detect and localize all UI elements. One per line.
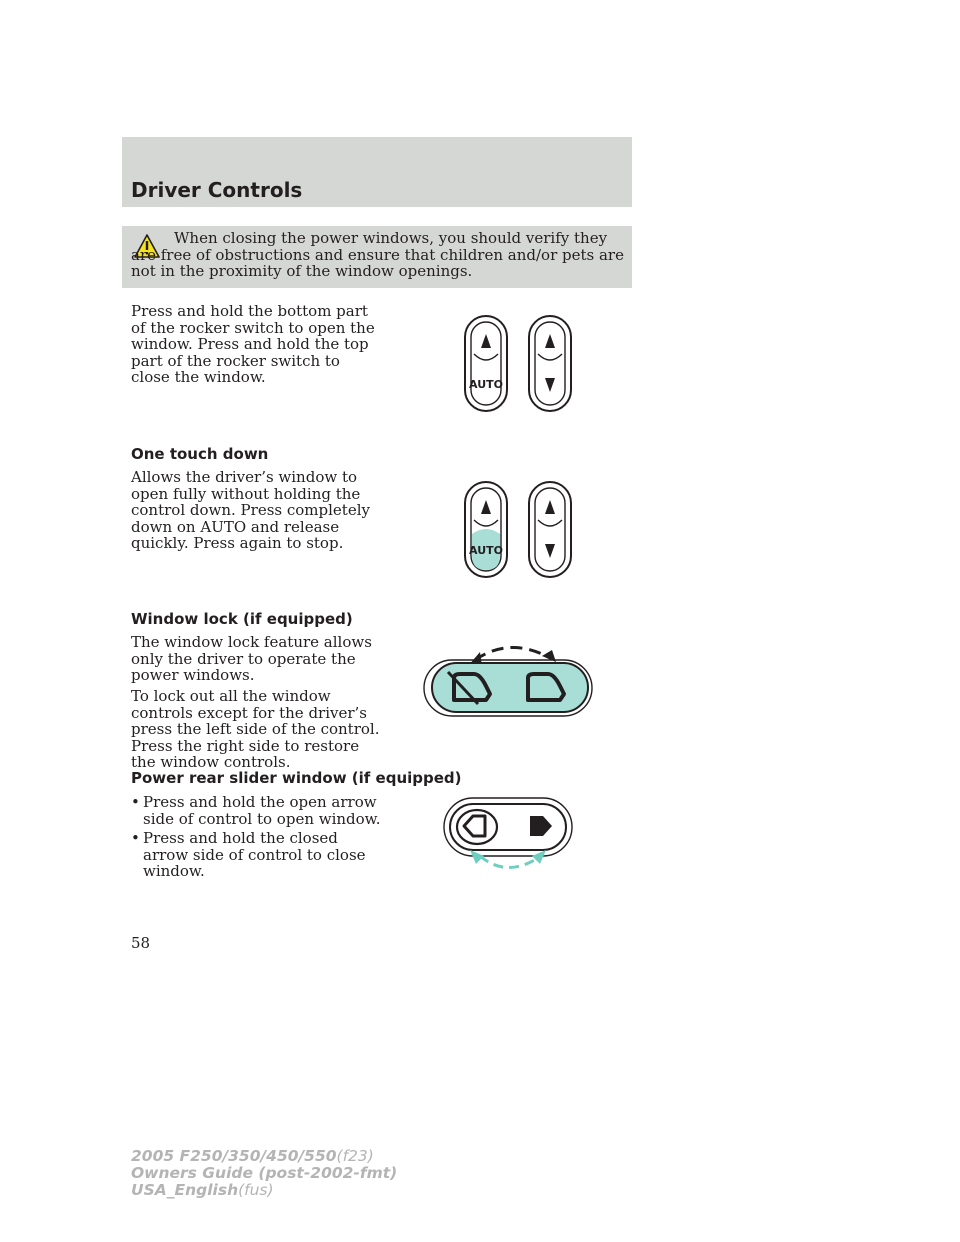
section-title: Driver Controls: [131, 178, 303, 202]
bullet-text: Press and hold the closed arrow side of control to close window.: [143, 829, 366, 880]
one-touch-switch-figure: [460, 480, 576, 580]
auto-label: AUTO: [469, 378, 503, 391]
page-number: 58: [131, 934, 151, 952]
footer-line-2: Owners Guide (post-2002-fmt): [131, 1164, 398, 1182]
one-touch-heading: One touch down: [131, 445, 269, 463]
window-lock-para-1: The window lock feature allows only the driver to operate the power windows.: [131, 633, 372, 684]
window-lock-heading: Window lock (if equipped): [131, 610, 353, 628]
window-lock-para-2: To lock out all the window controls except for the driver’s press the left side of the control. Press the right side to restore the window controls.: [131, 687, 380, 771]
footer-line-1: 2005 F250/350/450/550(f23): [131, 1147, 374, 1165]
footer: [131, 1148, 397, 1199]
auto-label: AUTO: [469, 544, 503, 557]
footer-line-3: USA_English(fus): [131, 1181, 274, 1199]
one-touch-text: Allows the driver’s window to open fully without holding the control down. Press completely down on AUTO and release quickly. Press again to stop.: [131, 468, 370, 552]
rear-slider-heading: Power rear slider window (if equipped): [131, 769, 462, 787]
bullet-text: Press and hold the open arrow side of control to open window.: [143, 793, 381, 828]
rocker-switch-figure: [460, 314, 576, 414]
warning-text: When closing the power windows, you should verify they are free of obstructions and ensure that children and/or pets are not in the proximity of the window openings.: [131, 229, 624, 280]
rear-slider-switch-figure: [440, 794, 576, 878]
intro-text: Press and hold the bottom part of the rocker switch to open the window. Press and hold the top part of the rocker switch to close the window.: [131, 302, 375, 386]
window-lock-switch-figure: [420, 630, 596, 720]
